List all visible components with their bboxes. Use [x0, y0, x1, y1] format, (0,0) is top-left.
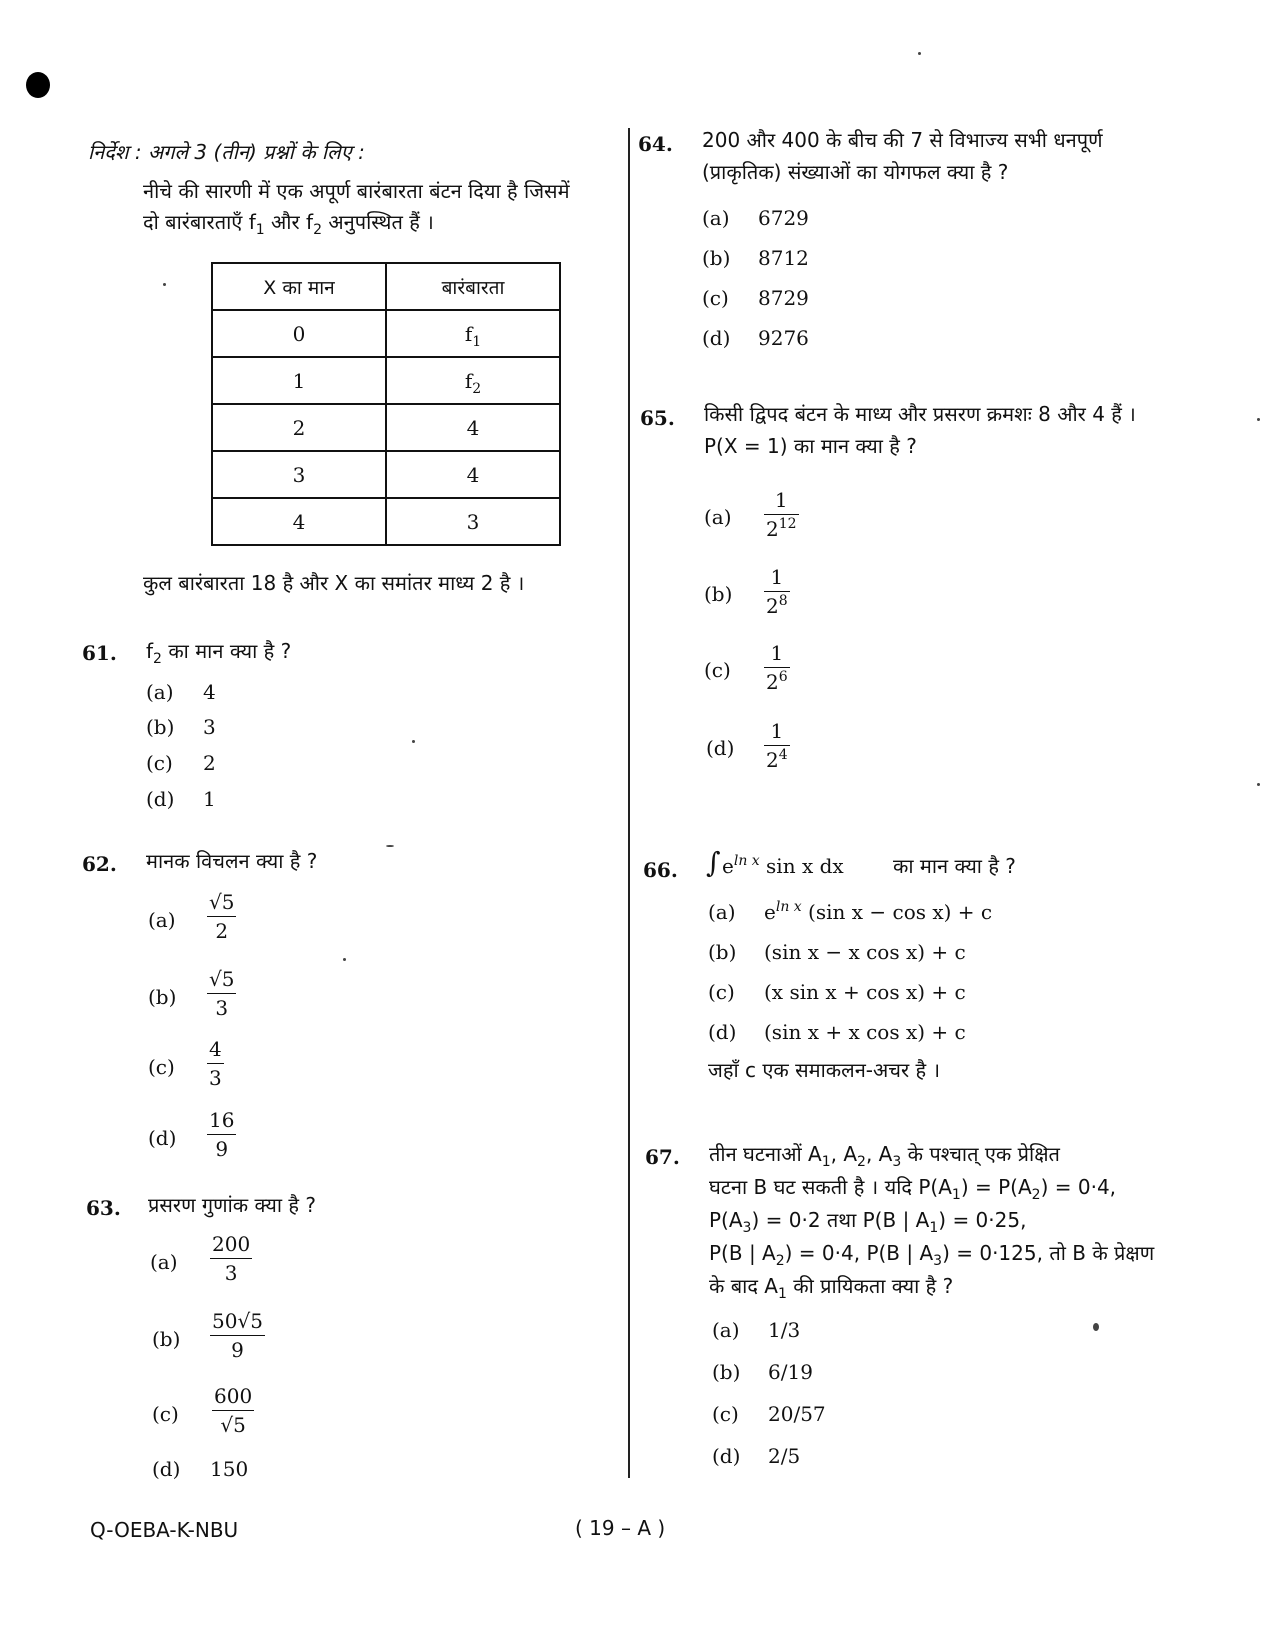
scan-speck	[386, 845, 394, 847]
question-66-number: 66.	[643, 858, 678, 882]
q63-option-b-fraction: $\frac{50√5}{9}$	[212, 1309, 263, 1362]
q63-option-a-fraction: $\frac{200}{3}$	[212, 1232, 251, 1285]
question-67-number: 67.	[645, 1145, 680, 1169]
q61-option-c-label: (c)	[146, 751, 173, 775]
q67-option-c-value: 20/57	[768, 1402, 826, 1426]
table-header-row	[212, 263, 560, 310]
question-65-line1: किसी द्विपद बंटन के माध्य और प्रसरण क्रमशः 8 और 4 हैं ।	[704, 402, 1136, 426]
q62-option-b-fraction: $\frac{√5}{3}$	[209, 967, 235, 1020]
question-61-number: 61.	[82, 641, 117, 665]
table-row	[212, 451, 560, 498]
q62-option-d-fraction: $\frac{16}{9}$	[209, 1108, 235, 1161]
q67-option-b-label: (b)	[712, 1360, 741, 1384]
q64-option-a-label: (a)	[702, 206, 730, 230]
directions-intro-line2: दो बारंबारताएँ $f_1$ और $f_2$ अनुपस्थित हैं ।	[143, 210, 434, 238]
scan-speck	[412, 740, 415, 743]
footer-page-number: ( 19 – A )	[575, 1516, 666, 1540]
scan-speck	[163, 283, 166, 286]
q66-option-a-value: $e^{ln x}$ (sin x − cos x) + c	[764, 899, 993, 924]
table-cell-x: 1	[212, 357, 386, 404]
q61-option-d-label: (d)	[146, 787, 175, 811]
q63-option-a-label: (a)	[150, 1250, 178, 1274]
table-row	[212, 498, 560, 545]
q61-option-a-label: (a)	[146, 680, 174, 704]
table-cell-frequency: 3	[386, 498, 560, 545]
question-66-note: जहाँ c एक समाकलन-अचर है ।	[708, 1058, 941, 1082]
question-67-line3: $P(A_3) = 0\cdot 2$ तथा P(B | $A_1) = 0\cdot 25$,	[709, 1208, 1027, 1236]
q62-option-b-label: (b)	[148, 985, 177, 1009]
q63-option-d-value: 150	[210, 1457, 249, 1481]
q62-option-d-label: (d)	[148, 1126, 177, 1150]
q65-option-b-label: (b)	[704, 582, 733, 606]
footer-booklet-code: Q-OEBA-K-NBU	[90, 1518, 239, 1542]
q66-option-b-label: (b)	[708, 940, 737, 964]
table-cell-frequency: $f_1$	[386, 310, 560, 357]
scan-speck	[1257, 418, 1260, 421]
q62-option-a-fraction: $\frac{√5}{2}$	[209, 890, 235, 943]
q65-option-d-label: (d)	[706, 736, 735, 760]
question-66-text: का मान क्या है ?	[893, 854, 1016, 878]
question-62-number: 62.	[82, 852, 117, 876]
q66-option-d-label: (d)	[708, 1020, 737, 1044]
q64-option-d-value: 9276	[758, 326, 809, 350]
q62-option-c-fraction: $\frac{4}{3}$	[209, 1037, 222, 1090]
table-cell-x: 4	[212, 498, 386, 545]
table-header-x: X का मान	[212, 263, 386, 310]
q65-option-a-label: (a)	[704, 505, 732, 529]
question-65-number: 65.	[640, 406, 675, 430]
q67-option-c-label: (c)	[712, 1402, 739, 1426]
q67-option-d-label: (d)	[712, 1444, 741, 1468]
question-63-number: 63.	[86, 1196, 121, 1220]
table-cell-x: 3	[212, 451, 386, 498]
q62-option-c-label: (c)	[148, 1055, 175, 1079]
q66-option-c-value: (x sin x + cos x) + c	[764, 980, 966, 1004]
q67-option-b-value: 6/19	[768, 1360, 813, 1384]
question-67-line4: P(B | $A_2) = 0\cdot 4$, P(B | $A_3) = 0\cdot 125$, तो B के प्रेक्षण	[709, 1241, 1155, 1269]
question-62-text: मानक विचलन क्या है ?	[146, 849, 318, 873]
q63-option-b-label: (b)	[152, 1327, 181, 1351]
scan-speck	[1257, 783, 1260, 786]
q64-option-c-label: (c)	[702, 286, 729, 310]
q66-option-c-label: (c)	[708, 980, 735, 1004]
question-61-text: $f_2$ का मान क्या है ?	[146, 639, 292, 667]
q66-option-d-value: (sin x + x cos x) + c	[764, 1020, 966, 1044]
q61-option-d-value: 1	[203, 787, 216, 811]
scan-speck	[918, 52, 921, 55]
q64-option-b-label: (b)	[702, 246, 731, 270]
directions-summary: कुल बारंबारता 18 है और X का समांतर माध्य 2 है ।	[143, 571, 525, 595]
q67-option-a-label: (a)	[712, 1318, 740, 1342]
table-row	[212, 357, 560, 404]
q65-option-d-fraction: $\frac{1}{2^4}$	[766, 719, 788, 772]
q63-option-c-fraction: $\frac{600}{√5}$	[214, 1384, 253, 1437]
q66-option-b-value: (sin x − x cos x) + c	[764, 940, 966, 964]
table-cell-frequency: $f_2$	[386, 357, 560, 404]
q61-option-c-value: 2	[203, 751, 216, 775]
question-64-line2: (प्राकृतिक) संख्याओं का योगफल क्या है ?	[702, 160, 1009, 184]
directions-title: निर्देश : अगले 3 (तीन) प्रश्नों के लिए :	[88, 140, 365, 164]
q67-option-d-value: 2/5	[768, 1444, 801, 1468]
q67-option-a-value: 1/3	[768, 1318, 801, 1342]
q61-option-b-value: 3	[203, 715, 216, 739]
table-header-frequency: बारंबारता	[386, 263, 560, 310]
question-66-expression: $e^{ln x}$ sin x dx	[722, 853, 844, 878]
punch-hole-mark	[26, 72, 50, 98]
q62-option-a-label: (a)	[148, 908, 176, 932]
integral-symbol: ∫	[706, 846, 721, 879]
table-cell-x: 2	[212, 404, 386, 451]
q66-option-a-label: (a)	[708, 900, 736, 924]
question-64-line1: 200 और 400 के बीच की 7 से विभाज्य सभी धनपूर्ण	[702, 128, 1103, 152]
q61-option-b-label: (b)	[146, 715, 175, 739]
table-cell-frequency: 4	[386, 451, 560, 498]
question-64-number: 64.	[638, 132, 673, 156]
q64-option-c-value: 8729	[758, 286, 809, 310]
q65-option-a-fraction: $\frac{1}{2^{12}}$	[766, 488, 797, 541]
column-divider	[628, 128, 630, 1478]
q61-option-a-value: 4	[203, 680, 216, 704]
scan-speck	[343, 958, 346, 961]
question-67-line2: घटना B घट सकती है । यदि $P(A_1) = P(A_2) = 0\cdot 4$,	[709, 1175, 1117, 1203]
q63-option-d-label: (d)	[152, 1457, 181, 1481]
question-65-line2: P(X = 1) का मान क्या है ?	[704, 434, 917, 458]
q63-option-c-label: (c)	[152, 1402, 179, 1426]
q65-option-c-fraction: $\frac{1}{2^6}$	[766, 641, 788, 694]
question-63-text: प्रसरण गुणांक क्या है ?	[148, 1193, 316, 1217]
table-row	[212, 310, 560, 357]
directions-intro-line1: नीचे की सारणी में एक अपूर्ण बारंबारता बंटन दिया है जिसमें	[143, 179, 570, 203]
table-row	[212, 404, 560, 451]
q64-option-a-value: 6729	[758, 206, 809, 230]
frequency-table	[211, 262, 561, 546]
q65-option-b-fraction: $\frac{1}{2^8}$	[766, 565, 788, 618]
table-cell-x: 0	[212, 310, 386, 357]
q64-option-b-value: 8712	[758, 246, 809, 270]
q64-option-d-label: (d)	[702, 326, 731, 350]
question-67-line5: के बाद $A_1$ की प्रायिकता क्या है ?	[709, 1274, 954, 1302]
q65-option-c-label: (c)	[704, 658, 731, 682]
table-cell-frequency: 4	[386, 404, 560, 451]
scan-speck	[1093, 1323, 1099, 1331]
question-67-line1: तीन घटनाओं $A_1$, $A_2$, $A_3$ के पश्चात् एक प्रेक्षित	[709, 1142, 1060, 1170]
